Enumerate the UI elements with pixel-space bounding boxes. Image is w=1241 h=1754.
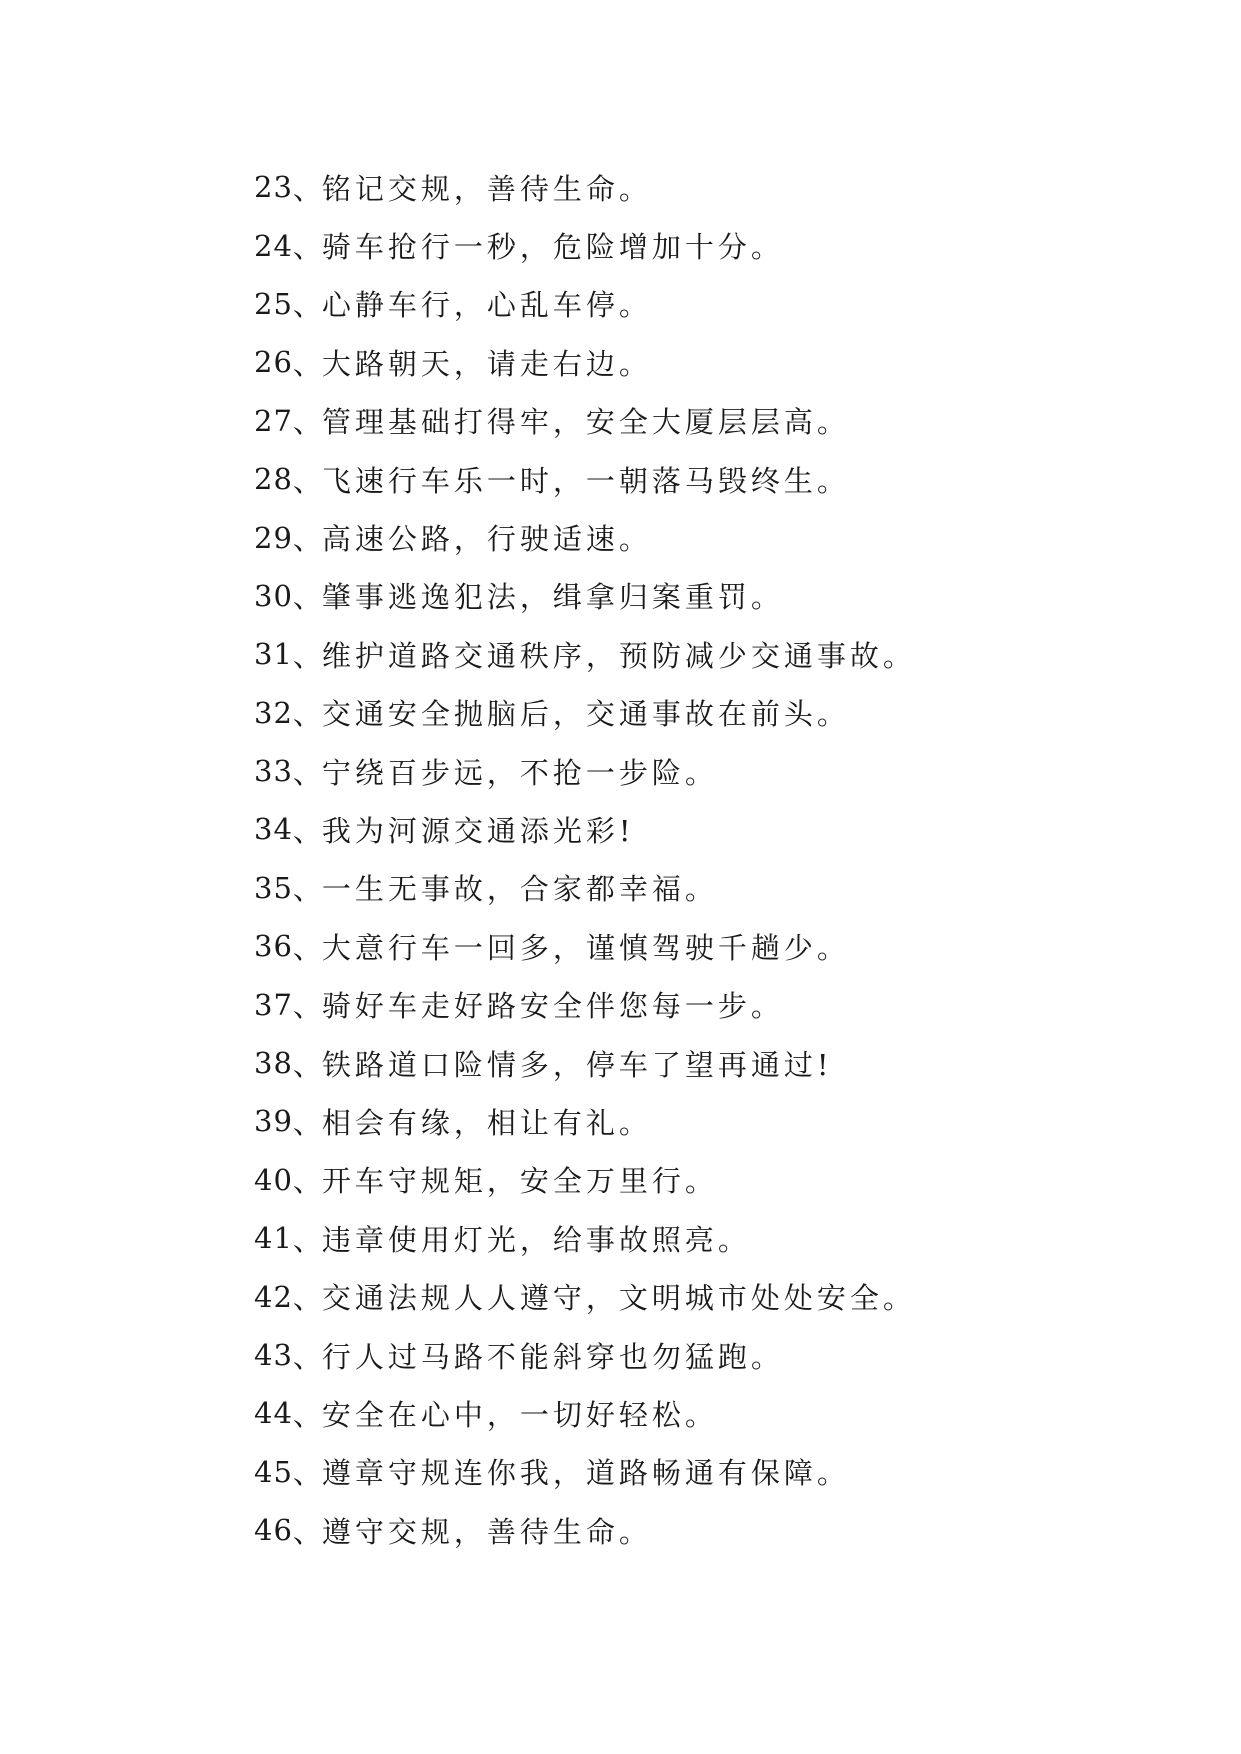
slogan-text: 遵章守规连你我，道路畅通有保障。 bbox=[321, 1456, 850, 1491]
slogan-text: 心静车行，心乱车停。 bbox=[321, 288, 652, 323]
list-item bbox=[254, 508, 916, 566]
item-number: 34 bbox=[254, 812, 293, 847]
item-number: 33 bbox=[254, 754, 293, 789]
item-separator: 、 bbox=[292, 230, 322, 265]
item-separator: 、 bbox=[292, 989, 322, 1024]
item-separator: 、 bbox=[292, 288, 322, 323]
slogan-text: 铁路道口险情多，停车了望再通过! bbox=[321, 1047, 833, 1082]
item-separator: 、 bbox=[292, 1514, 322, 1549]
item-number: 46 bbox=[254, 1513, 293, 1548]
slogan-text: 飞速行车乐一时，一朝落马毁终生。 bbox=[321, 463, 850, 498]
list-item bbox=[254, 216, 916, 274]
slogan-text: 管理基础打得牢，安全大厦层层高。 bbox=[321, 405, 850, 440]
list-item bbox=[254, 275, 916, 333]
item-number: 26 bbox=[254, 345, 293, 380]
list-item bbox=[254, 567, 916, 625]
slogan-text: 高速公路，行驶适速。 bbox=[321, 522, 652, 557]
item-number: 39 bbox=[254, 1104, 293, 1139]
list-item bbox=[254, 975, 916, 1033]
item-number: 32 bbox=[254, 695, 293, 730]
item-separator: 、 bbox=[292, 1105, 322, 1140]
item-separator: 、 bbox=[292, 755, 322, 790]
list-item bbox=[254, 158, 916, 216]
list-item bbox=[254, 1034, 916, 1092]
item-number: 45 bbox=[254, 1454, 293, 1489]
slogan-text: 遵守交规，善待生命。 bbox=[321, 1514, 652, 1549]
item-number: 37 bbox=[254, 987, 293, 1022]
list-item bbox=[254, 1092, 916, 1150]
slogan-text: 我为河源交通添光彩! bbox=[321, 813, 635, 848]
list-item bbox=[254, 1501, 916, 1559]
list-item bbox=[254, 333, 916, 391]
item-number: 27 bbox=[254, 403, 293, 438]
item-separator: 、 bbox=[292, 463, 322, 498]
item-number: 30 bbox=[254, 578, 293, 613]
slogan-text: 交通安全抛脑后，交通事故在前头。 bbox=[321, 697, 850, 732]
item-separator: 、 bbox=[292, 1281, 322, 1316]
slogan-text: 大路朝天，请走右边。 bbox=[321, 346, 652, 381]
item-number: 43 bbox=[254, 1338, 293, 1372]
item-number: 25 bbox=[254, 286, 293, 321]
list-item bbox=[254, 742, 916, 800]
list-item bbox=[254, 684, 916, 742]
item-number: 42 bbox=[254, 1279, 293, 1314]
item-separator: 、 bbox=[292, 930, 322, 965]
slogan-text: 一生无事故，合家都幸福。 bbox=[321, 872, 718, 907]
item-number: 35 bbox=[254, 870, 293, 905]
item-separator: 、 bbox=[292, 346, 322, 381]
item-number: 36 bbox=[254, 929, 293, 964]
item-separator: 、 bbox=[292, 697, 322, 732]
item-number: 40 bbox=[254, 1162, 293, 1197]
list-item bbox=[254, 859, 916, 917]
slogan-text: 维护道路交通秩序，预防减少交通事故。 bbox=[321, 638, 916, 673]
item-separator: 、 bbox=[292, 1456, 322, 1491]
list-item bbox=[254, 625, 916, 683]
list-item bbox=[254, 392, 916, 450]
item-number: 23 bbox=[254, 170, 293, 205]
item-number: 44 bbox=[254, 1396, 293, 1431]
slogan-text: 肇事逃逸犯法，缉拿归案重罚。 bbox=[321, 580, 784, 615]
item-separator: 、 bbox=[292, 405, 322, 440]
item-separator: 、 bbox=[292, 522, 322, 557]
item-number: 28 bbox=[254, 462, 293, 497]
item-number: 29 bbox=[254, 520, 293, 555]
slogan-text: 骑车抢行一秒，危险增加十分。 bbox=[321, 230, 784, 265]
list-item bbox=[254, 1267, 916, 1325]
item-separator: 、 bbox=[292, 1047, 322, 1082]
list-item bbox=[254, 1209, 916, 1267]
list-item bbox=[254, 1384, 916, 1442]
item-number: 31 bbox=[254, 637, 293, 672]
list-item bbox=[254, 1151, 916, 1209]
item-separator: 、 bbox=[292, 1339, 322, 1374]
slogan-text: 行人过马路不能斜穿也勿猛跑。 bbox=[321, 1339, 784, 1374]
item-separator: 、 bbox=[292, 1164, 322, 1199]
list-item bbox=[254, 800, 916, 858]
slogan-list bbox=[254, 158, 916, 1559]
item-separator: 、 bbox=[292, 1222, 322, 1257]
slogan-text: 违章使用灯光，给事故照亮。 bbox=[321, 1222, 751, 1257]
slogan-text: 开车守规矩，安全万里行。 bbox=[321, 1164, 718, 1199]
slogan-text: 大意行车一回多，谨慎驾驶千趟少。 bbox=[321, 930, 850, 965]
item-separator: 、 bbox=[292, 1397, 322, 1432]
slogan-text: 相会有缘，相让有礼。 bbox=[321, 1105, 652, 1140]
item-number: 38 bbox=[254, 1046, 293, 1081]
item-number: 41 bbox=[254, 1221, 293, 1256]
item-separator: 、 bbox=[292, 580, 322, 615]
slogan-text: 铭记交规，善待生命。 bbox=[321, 171, 652, 206]
item-separator: 、 bbox=[292, 813, 322, 848]
list-item bbox=[254, 917, 916, 975]
item-separator: 、 bbox=[292, 638, 322, 673]
item-separator: 、 bbox=[292, 171, 322, 206]
item-separator: 、 bbox=[292, 872, 322, 907]
slogan-text: 安全在心中，一切好轻松。 bbox=[321, 1397, 718, 1432]
slogan-text: 交通法规人人遵守，文明城市处处安全。 bbox=[321, 1281, 916, 1316]
slogan-text: 宁绕百步远，不抢一步险。 bbox=[321, 755, 718, 790]
item-number: 24 bbox=[254, 228, 293, 263]
list-item bbox=[254, 1443, 916, 1501]
slogan-text: 骑好车走好路安全伴您每一步。 bbox=[321, 989, 784, 1024]
list-item bbox=[254, 1326, 916, 1384]
list-item bbox=[254, 450, 916, 508]
